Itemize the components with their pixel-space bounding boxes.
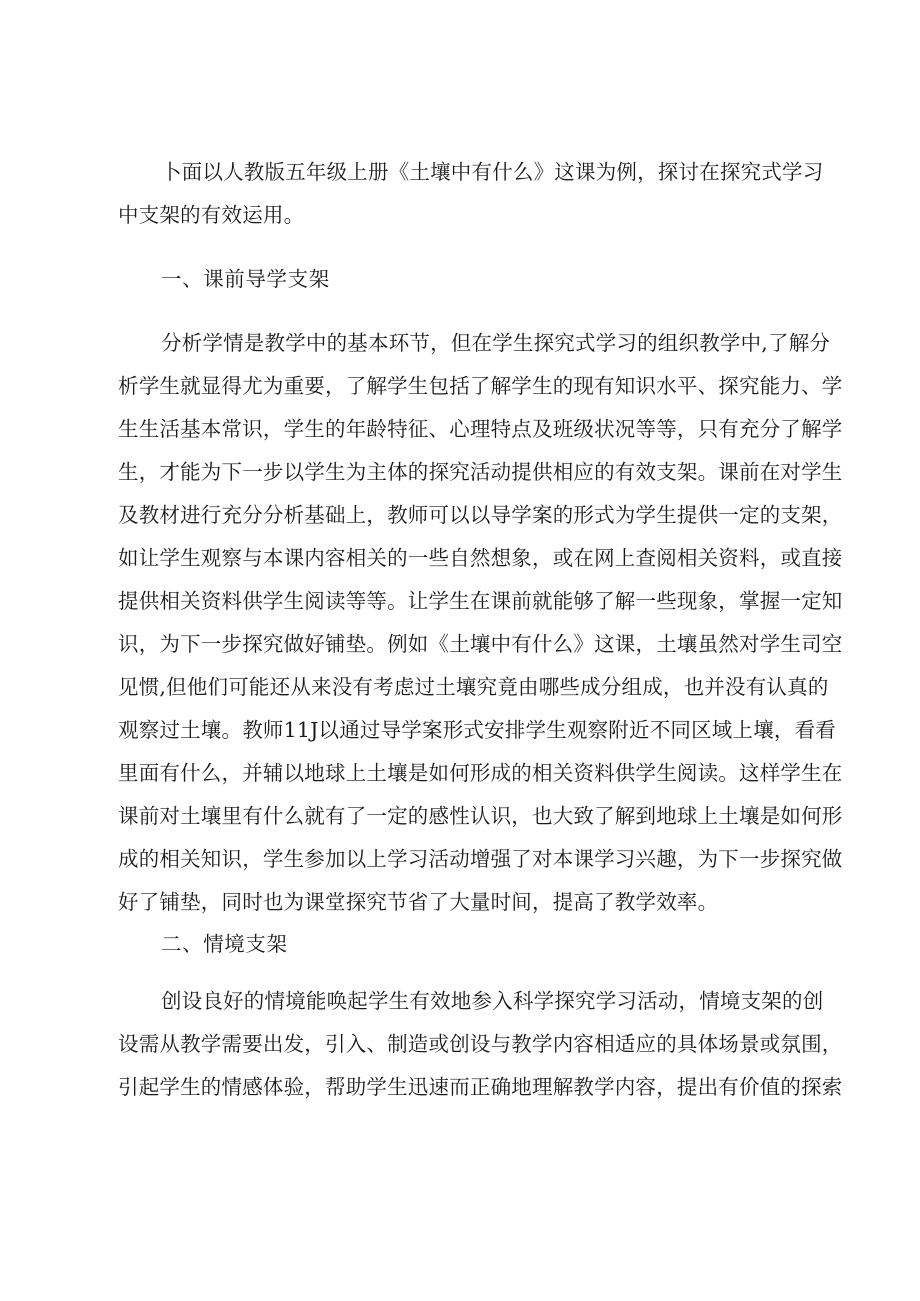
- intro-line-2: 中支架的有效运用。: [118, 203, 305, 227]
- section1-line-12: 课前对土壤里有什么就有了一定的感性认识，也大致了解到地球上土壤是如何形: [118, 804, 843, 828]
- section1-line-10: 观察过土壤。教师11J以通过导学案形式安排学生观察附近不同区域上壤，看看: [118, 718, 837, 742]
- section1-line-4: 生，才能为下一步以学生为主体的探究活动提供相应的有效支架。课前在对学生: [118, 460, 843, 484]
- intro-line-1: 卜面以人教版五年级上册《土壤中有什么》这课为例，探讨在探究式学习: [161, 160, 824, 184]
- section2-line-3: 引起学生的情感体验，帮助学生迅速而正确地理解教学内容，提出有价值的探索: [118, 1075, 843, 1099]
- section1-line-8: 识，为下一步探究做好铺垫。例如《土壤中有什么》这课，土壤虽然对学生司空: [118, 632, 843, 656]
- section-heading-2: 二、情境支架: [161, 932, 288, 956]
- section2-line-1: 创设良好的情境能唤起学生有效地参入科学探究学习活动，情境支架的创: [161, 989, 824, 1013]
- section2-line-2: 设需从教学需要出发，引入、制造或创设与教学内容相适应的具体场景或氛围，: [118, 1032, 843, 1056]
- section1-line-5: 及教材进行充分分析基础上，教师可以以导学案的形式为学生提供一定的支架，: [118, 503, 843, 527]
- section1-line-6: 如让学生观察与本课内容相关的一些自然想象，或在网上查阅相关资料，或直接: [118, 546, 843, 570]
- section1-line-2: 析学生就显得尤为重要，了解学生包括了解学生的现有知识水平、探究能力、学: [118, 374, 843, 398]
- section1-line-1: 分析学情是教学中的基本环节，但在学生探究式学习的组织教学中,了解分: [161, 331, 831, 355]
- section1-line-11: 里面有什么，并辅以地球上土壤是如何形成的相关资料供学生阅读。这样学生在: [118, 761, 843, 785]
- section1-line-14: 好了铺垫，同时也为课堂探究节省了大量时间，提高了教学效率。: [118, 890, 719, 914]
- section-heading-1: 一、课前导学支架: [161, 267, 330, 291]
- section1-line-3: 生生活基本常识，学生的年龄特征、心理特点及班级状况等等，只有充分了解学: [118, 417, 843, 441]
- section1-line-13: 成的相关知识，学生参加以上学习活动增强了对本课学习兴趣，为下一步探究做: [118, 847, 843, 871]
- section1-line-9: 见惯,但他们可能还从来没有考虑过土壤究竟由哪些成分组成，也并没有认真的: [118, 675, 829, 699]
- section1-line-7: 提供相关资料供学生阅读等等。让学生在课前就能够了解一些现象，掌握一定知: [118, 589, 843, 613]
